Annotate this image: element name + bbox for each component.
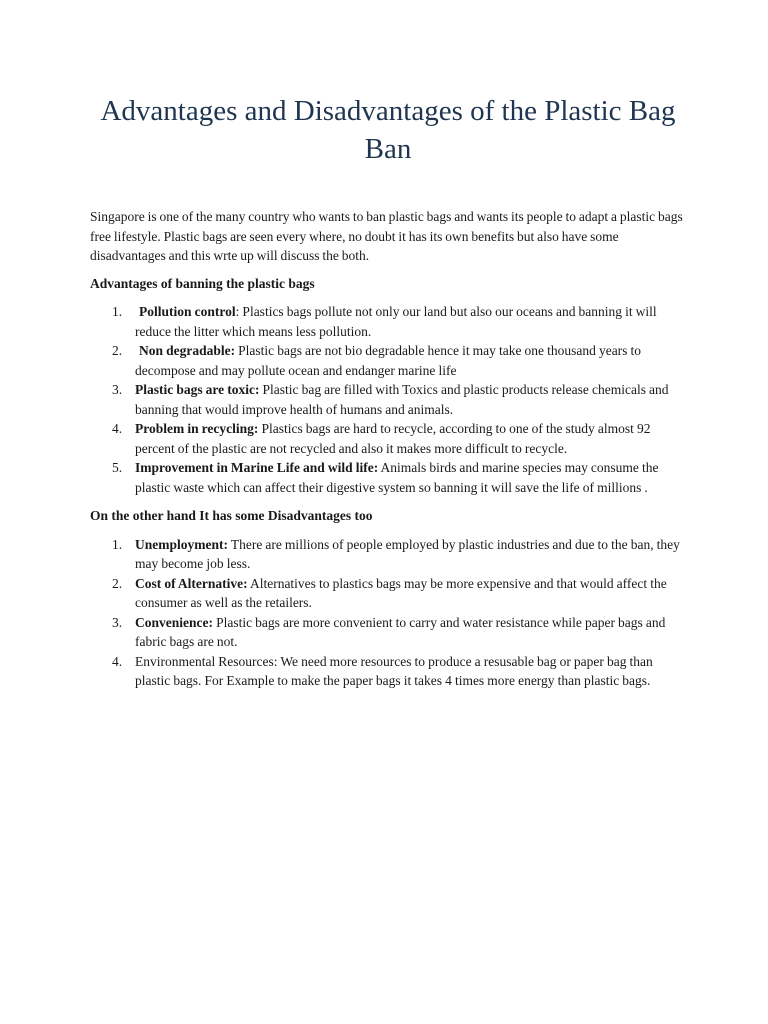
list-number: 2. xyxy=(112,343,123,358)
list-item-text: Environmental Resources: We need more resources to produce a resusable bag or paper bag than plastic bags. For Example to make the paper bags it takes 4 times more energy than plastic bags. xyxy=(135,653,653,688)
list-item xyxy=(90,419,686,458)
list-number: 2. xyxy=(112,575,123,591)
document-title: Advantages and Disadvantages of the Plastic Bag Ban xyxy=(100,95,676,165)
list-item-text: Plastic bag are filled with Toxics and plastic products release chemicals and banning that would improve health of humans and animals. xyxy=(135,382,669,417)
list-number: 1. xyxy=(112,536,123,552)
advantages-heading: Advantages of banning the plastic bags xyxy=(90,275,315,291)
list-item-text: There are millions of people employed by plastic industries and due to the ban, they may become job less. xyxy=(135,536,680,571)
list-number: 5. xyxy=(112,460,123,475)
list-item xyxy=(90,535,686,574)
list-item-term: Problem in recycling: xyxy=(135,421,259,436)
list-item-text: Plastic bags are not bio degradable hence it may take one thousand years to decompose and may pollute ocean and endanger marine life xyxy=(135,343,642,378)
list-item-term: Non degradable: xyxy=(139,343,236,358)
list-item xyxy=(90,380,686,419)
list-item-separator: : xyxy=(235,304,240,319)
list-number: 3. xyxy=(112,382,123,397)
advantages-list xyxy=(90,302,686,497)
list-item-text: Animals birds and marine species may consume the plastic waste which can affect their digestive system so banning it will save the life of millions . xyxy=(135,460,659,495)
list-item-term: Unemployment: xyxy=(135,536,228,552)
list-number: 4. xyxy=(112,653,123,669)
list-item-text: Plastic bags are more convenient to carry and water resistance while paper bags and fabric bags are not. xyxy=(135,614,666,649)
list-number: 3. xyxy=(112,614,123,630)
list-item xyxy=(90,458,686,497)
list-item-text: Plastics bags are hard to recycle, according to one of the study almost 92 percent of the plastic are not recycled and also it makes more difficult to recycle. xyxy=(135,421,651,456)
disadvantages-list xyxy=(90,535,686,691)
disadvantages-heading: On the other hand It has some Disadvantages too xyxy=(90,508,373,523)
list-item-text: Alternatives to plastics bags may be more expensive and that would affect the consumer as well as the retailers. xyxy=(135,575,667,610)
list-number: 1. xyxy=(112,304,123,319)
list-item-term: Convenience: xyxy=(135,614,213,630)
list-item-term: Pollution control xyxy=(139,304,236,319)
list-item xyxy=(90,341,686,380)
list-item xyxy=(90,652,686,691)
list-item xyxy=(90,574,686,613)
list-item-term: Improvement in Marine Life and wild life: xyxy=(135,460,379,475)
list-item xyxy=(90,613,686,652)
list-item-text: Plastics bags pollute not only our land but also our oceans and banning it will reduce the litter which means less pollution. xyxy=(135,304,657,339)
list-item-term: Plastic bags are toxic: xyxy=(135,382,260,397)
intro-paragraph: Singapore is one of the many country who wants to ban plastic bags and wants its people to adapt a plastic bags free lifestyle. Plastic bags are seen every where, no doubt it has its own benefits but also have some disadvantages and this wrte up will discuss the both. xyxy=(90,209,683,263)
list-number: 4. xyxy=(112,421,123,436)
document-page xyxy=(90,92,686,700)
list-item-term: Cost of Alternative: xyxy=(135,575,248,591)
list-item xyxy=(90,302,686,341)
